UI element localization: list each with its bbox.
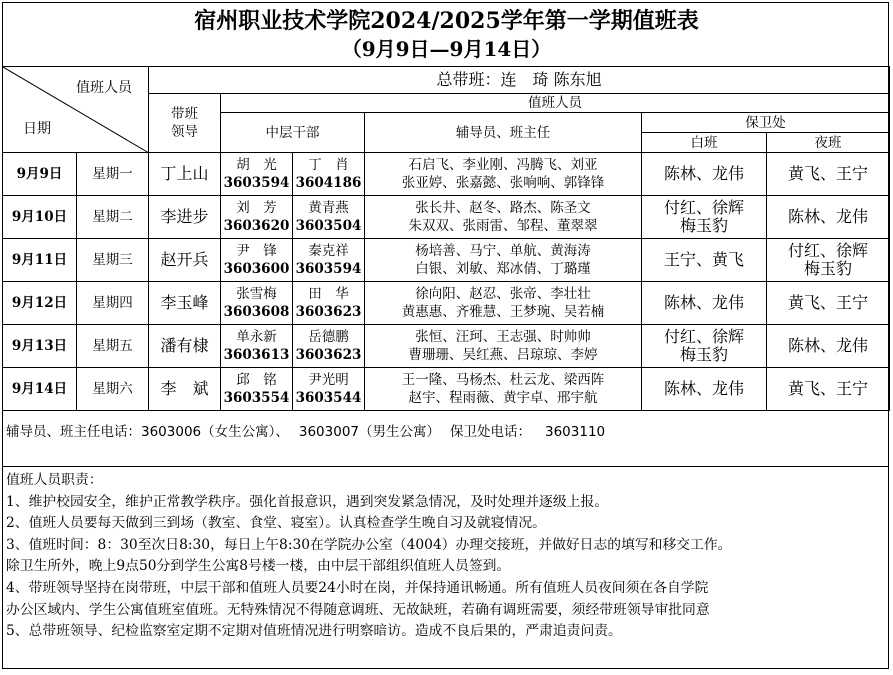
- section-divider: [2, 466, 889, 467]
- cadre-cell: 尹光明 3603544: [293, 368, 365, 411]
- leader-cell: 赵开兵: [149, 239, 221, 282]
- cadre-cell: 单永新 3603613: [221, 325, 293, 368]
- night-shift-cell: 付红、徐辉 梅玉豹: [767, 239, 890, 282]
- header-middle-cadre: 中层干部: [221, 113, 365, 153]
- night-shift-cell: 黄飞、王宁: [767, 282, 890, 325]
- header-on-duty-staff: 值班人员: [76, 80, 132, 96]
- header-counselors: 辅导员、班主任: [365, 113, 642, 153]
- weekday-cell: 星期六: [77, 368, 149, 411]
- leader-cell: 李进步: [149, 196, 221, 239]
- duty-line: 办公区域内、学生公寓值班室值班。无特殊情况不得随意调班、无故缺班，若确有调班需要，须经带班领导审批同意: [6, 601, 710, 618]
- leader-cell: 李玉峰: [149, 282, 221, 325]
- page-subtitle: （9月9日—9月14日）: [341, 37, 552, 61]
- weekday-cell: 星期五: [77, 325, 149, 368]
- cadre-cell: 刘 芳 3603620: [221, 196, 293, 239]
- duty-line: 2、值班人员要每天做到三到场（教室、食堂、寝室）。认真检查学生晚自习及就寝情况。: [6, 515, 546, 532]
- counselors-cell: 张恒、汪珂、王志强、时帅帅 曹珊珊、吴红燕、吕琼琼、李婷: [365, 325, 642, 368]
- cadre-cell: 黄青燕 3603504: [293, 196, 365, 239]
- table-row: [3, 196, 890, 239]
- date-cell: 9月13日: [3, 325, 77, 368]
- duty-schedule-table: [2, 66, 890, 411]
- night-shift-cell: 黄飞、王宁: [767, 368, 890, 411]
- counselors-cell: 石启飞、李业刚、冯腾飞、刘亚 张亚婷、张嘉懿、张响响、郭锋锋: [365, 153, 642, 196]
- page-title: 宿州职业技术学院2024/2025学年第一学期值班表: [194, 8, 699, 34]
- day-shift-cell: 陈林、龙伟: [642, 368, 767, 411]
- general-lead-cell: 总带班：连 琦 陈东旭: [149, 67, 890, 94]
- duties-section: [6, 470, 886, 643]
- day-shift-cell: 陈林、龙伟: [642, 153, 767, 196]
- security-phone-label: 保卫处电话：: [450, 424, 531, 440]
- cadre-cell: 尹 锋 3603600: [221, 239, 293, 282]
- duty-line: 3、值班时间：8：30至次日8:30，每日上午8:30在学院办公室（4004）办理交接班，并做好日志的填写和移交工作。: [6, 536, 732, 553]
- leader-cell: 潘有棣: [149, 325, 221, 368]
- duty-line: 1、维护校园安全，维护正常教学秩序。强化首报意识，遇到突发紧急情况，及时处理并逐级上报。: [6, 493, 609, 510]
- counselor-phone-female: 辅导员、班主任电话：3603006（女生公寓）、: [6, 424, 289, 440]
- leader-cell: 丁上山: [149, 153, 221, 196]
- diagonal-header-cell: [3, 67, 149, 153]
- table-row: [3, 153, 890, 196]
- weekday-cell: 星期四: [77, 282, 149, 325]
- date-cell: 9月14日: [3, 368, 77, 411]
- night-shift-cell: 陈林、龙伟: [767, 196, 890, 239]
- counselors-cell: 杨培善、马宁、单航、黄海涛 白银、刘敏、郑冰倩、丁璐瑾: [365, 239, 642, 282]
- table-row: [3, 325, 890, 368]
- counselors-cell: 王一隆、马杨杰、杜云龙、梁西阵 赵宇、程雨薇、黄宇卓、邢宇航: [365, 368, 642, 411]
- header-duty-staff: 值班人员: [221, 94, 890, 113]
- header-security: 保卫处: [642, 113, 890, 133]
- counselors-cell: 徐向阳、赵忍、张帝、李壮壮 黄惠惠、齐雅慧、王梦琬、吴若楠: [365, 282, 642, 325]
- table-row: [3, 282, 890, 325]
- duty-line: 4、带班领导坚持在岗带班，中层干部和值班人员要24小时在岗，并保持通讯畅通。所有值班人员夜间须在各自学院: [6, 579, 709, 596]
- header-date: 日期: [23, 121, 51, 137]
- header-day-shift: 白班: [642, 133, 767, 153]
- cadre-cell: 张雪梅 3603608: [221, 282, 293, 325]
- cadre-cell: 邱 铭 3603554: [221, 368, 293, 411]
- header-leader: 带班 领导: [149, 94, 221, 153]
- counselor-phone-male: 3603007（男生公寓）: [298, 424, 440, 440]
- date-cell: 9月11日: [3, 239, 77, 282]
- table-row: [3, 368, 890, 411]
- day-shift-cell: 付红、徐辉 梅玉豹: [642, 196, 767, 239]
- header-night-shift: 夜班: [767, 133, 890, 153]
- weekday-cell: 星期一: [77, 153, 149, 196]
- day-shift-cell: 陈林、龙伟: [642, 282, 767, 325]
- date-cell: 9月10日: [3, 196, 77, 239]
- cadre-cell: 胡 光 3603594: [221, 153, 293, 196]
- weekday-cell: 星期三: [77, 239, 149, 282]
- night-shift-cell: 黄飞、王宁: [767, 153, 890, 196]
- table-row: [3, 239, 890, 282]
- cadre-cell: 秦克祥 3603594: [293, 239, 365, 282]
- day-shift-cell: 付红、徐辉 梅玉豹: [642, 325, 767, 368]
- cadre-cell: 田 华 3603623: [293, 282, 365, 325]
- night-shift-cell: 陈林、龙伟: [767, 325, 890, 368]
- counselors-cell: 张长井、赵冬、路杰、陈圣文 朱双双、张雨雷、邹程、董翠翠: [365, 196, 642, 239]
- leader-cell: 李 斌: [149, 368, 221, 411]
- security-phone: 3603110: [545, 424, 606, 440]
- cadre-cell: 丁 肖 3604186: [293, 153, 365, 196]
- date-cell: 9月9日: [3, 153, 77, 196]
- duty-line: 5、总带班领导、纪检监察室定期不定期对值班情况进行明察暗访。造成不良后果的，严肃追责问责。: [6, 623, 622, 640]
- date-cell: 9月12日: [3, 282, 77, 325]
- contact-phones: [6, 420, 615, 440]
- cadre-cell: 岳德鹏 3603623: [293, 325, 365, 368]
- duty-line: 除卫生所外，晚上9点50分到学生公寓8号楼一楼，由中层干部组织值班人员签到。: [6, 558, 511, 575]
- day-shift-cell: 王宁、黄飞: [642, 239, 767, 282]
- duties-heading: 值班人员职责：: [6, 472, 103, 488]
- weekday-cell: 星期二: [77, 196, 149, 239]
